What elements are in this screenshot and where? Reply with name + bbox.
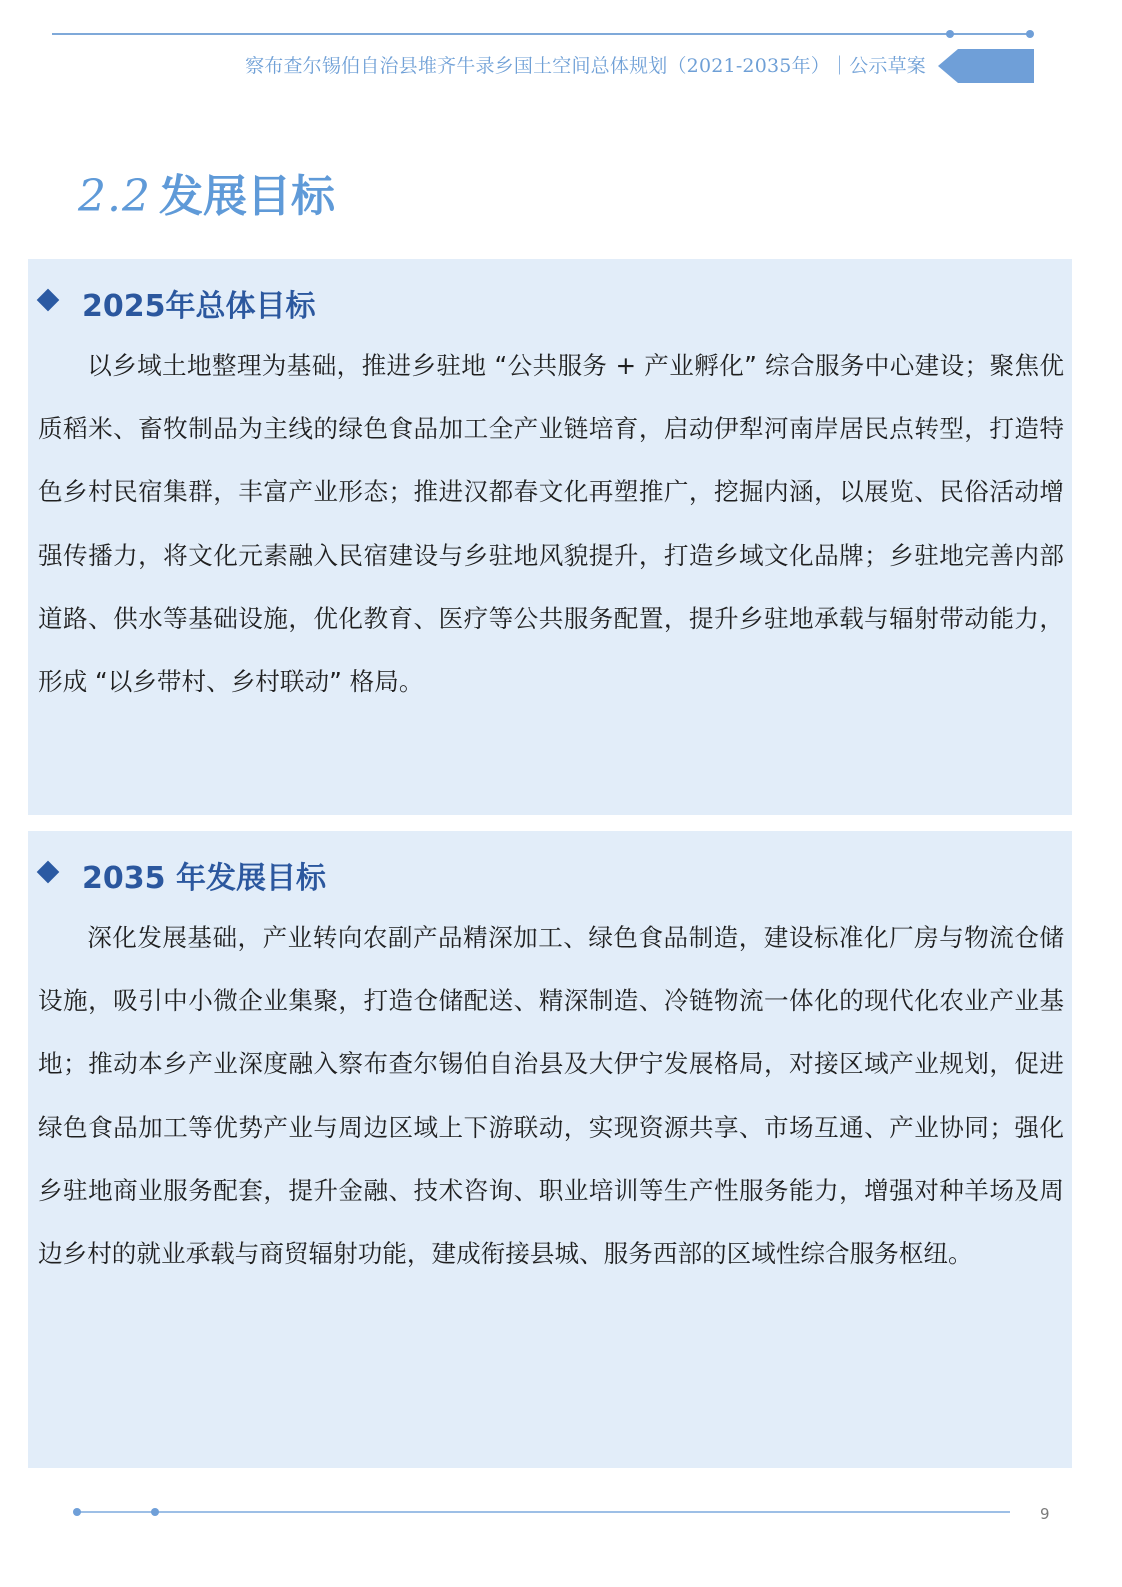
goal-box-header (40, 281, 316, 324)
goal-box-title: 2035 年发展目标 (82, 861, 326, 896)
goal-box-body: 深化发展基础，产业转向农副产品精深加工、绿色食品制造，建设标准化厂房与物流仓储设施，吸引中小微企业集聚，打造仓储配送、精深制造、冷链物流一体化的现代化农业产业基地；推动本乡产业深度融入察布查尔锡伯自治县及大伊宁发展格局，对接区域产业规划，促进绿色食品加工等优势产业与周边区域上下游联动，实现资源共享、市场互通、产业协同；强化乡驻地商业服务配套，提升金融、技术咨询、职业培训等生产性服务能力，增强对种羊场及周边乡村的就业承载与商贸辐射功能，建成衔接县城、服务西部的区域性综合服务枢纽。 (38, 923, 1064, 1269)
footer-rule-dot (151, 1508, 159, 1516)
footer-rule-dot (73, 1508, 81, 1516)
goal-box-body: 以乡域土地整理为基础，推进乡驻地 “公共服务 + 产业孵化” 综合服务中心建设；聚焦优质稻米、畜牧制品为主线的绿色食品加工全产业链培育，启动伊犁河南岸居民点转型，打造特色乡村民宿集群，丰富产业形态；推进汉都春文化再塑推广，挖掘内涵，以展览、民俗活动增强传播力，将文化元素融入民宿建设与乡驻地风貌提升，打造乡域文化品牌；乡驻地完善内部道路、供水等基础设施，优化教育、医疗等公共服务配置，提升乡驻地承载与辐射带动能力，形成 “以乡带村、乡村联动” 格局。 (38, 351, 1064, 697)
diamond-bullet-icon (37, 289, 60, 312)
diamond-bullet-icon (37, 861, 60, 884)
goal-box-2025 (28, 259, 1072, 815)
section-number: 2.2 (78, 171, 151, 222)
header-arrow-tab-icon (938, 49, 1034, 83)
section-heading (78, 160, 335, 220)
goal-box-title: 2025年总体目标 (82, 289, 316, 324)
header-rule-dot (1026, 30, 1034, 38)
document-header-title: 察布查尔锡伯自治县堆齐牛录乡国土空间总体规划（2021-2035年）｜公示草案 (245, 55, 926, 77)
page-number: 9 (1040, 1505, 1050, 1523)
goal-box-2035 (28, 831, 1072, 1468)
goal-box-header (40, 853, 326, 896)
header-rule (52, 33, 1030, 35)
header-rule-dot (946, 30, 954, 38)
footer-rule (75, 1511, 1010, 1513)
section-title: 发展目标 (158, 171, 335, 222)
